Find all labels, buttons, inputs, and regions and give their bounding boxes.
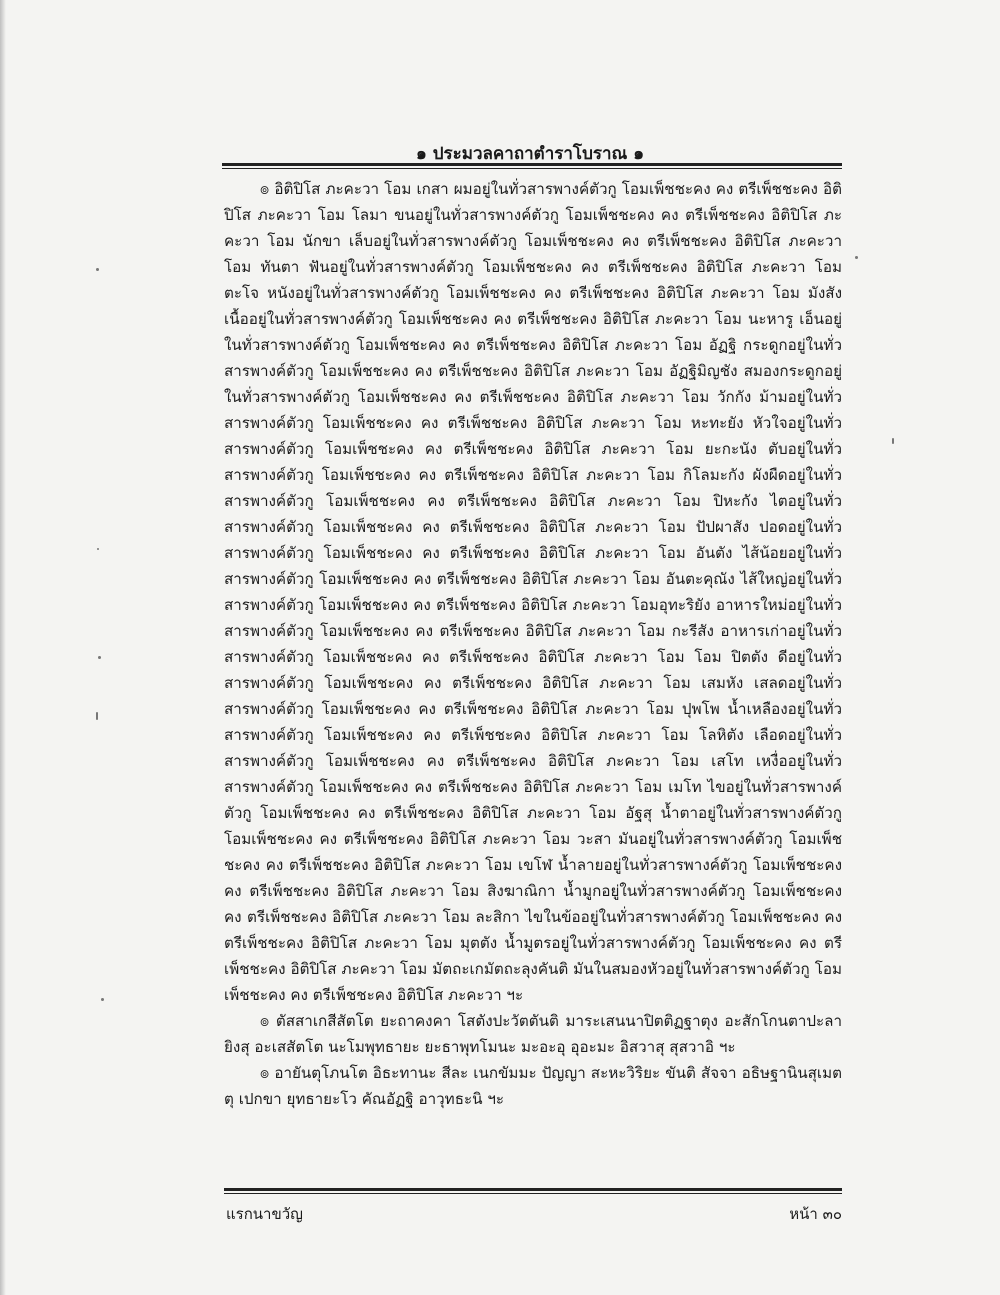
header-divider (222, 163, 842, 169)
page-header-title: ๑ ประมวลคาถาตำราโบราณ ๑ (415, 144, 645, 164)
scan-speck (101, 998, 104, 1001)
scan-speck (97, 548, 99, 550)
scan-speck (98, 656, 101, 659)
scan-speck (892, 438, 894, 444)
footer-divider (224, 1188, 842, 1194)
scan-speck (855, 256, 858, 259)
paragraph-2: ๏ ตัสสาเกสีสัตโต ยะถาคงคา โสตังปะวัตตันติ มาระเสนนาปิตติฏฐาตุง อะสักโกนตาปะลายิงสุ อะเสสัตโต นะโมพุทธายะ ยะธาพุทโมนะ มะอะอุ อุอะมะ อิสวาสุ สุสวาอิ ฯะ (224, 1012, 842, 1056)
footer-page-number: หน้า ๓๐ (789, 1205, 842, 1223)
paragraph-3: ๏ อายันตุโภนโต อิธะทานะ สีละ เนกขัมมะ ปัญญา สะหะวิริยะ ขันติ สัจจา อธิษฐานินสุเมตตุ เปกขา ยุทธายะโว คัณอัฏฐิ อาวุทธะนิ ฯะ (224, 1064, 842, 1108)
footer-book-title: แรกนาขวัญ (226, 1205, 303, 1223)
scan-speck (96, 268, 99, 271)
body-text (224, 176, 842, 1112)
scan-speck (96, 712, 98, 720)
page-edge-shadow (0, 0, 6, 1295)
paragraph-1: ๏ อิติปิโส ภะคะวา โอม เกสา ผมอยู่ในทั่วสารพางค์ตัวกู โอมเพ็ชชะคง คง ตรีเพ็ชชะคง อิติปิโส ภะคะวา โอม โลมา ขนอยู่ในทั่วสารพางค์ตัวกู โอมเพ็ชชะคง คง ตรีเพ็ชชะคง อิติปิโส ภะคะวา โอม นักขา เล็บอยู่ในทั่วสารพางค์ตัวกู โอมเพ็ชชะคง คง ตรีเพ็ชชะคง อิติปิโส ภะคะวา โอม ทันตา ฟันอยู่ในทั่วสารพางค์ตัวกู โอมเพ็ชชะคง คง ตรีเพ็ชชะคง อิติปิโส ภะคะวา โอม ตะโจ หนังอยู่ในทั่วสารพางค์ตัวกู โอมเพ็ชชะคง คง ตรีเพ็ชชะคง อิติปิโส ภะคะวา โอม มังสัง เนื้ออยู่ในทั่วสารพางค์ตัวกู โอมเพ็ชชะคง คง ตรีเพ็ชชะคง อิติปิโส ภะคะวา โอม นะหารู เอ็นอยู่ในทั่วสารพางค์ตัวกู โอมเพ็ชชะคง คง ตรีเพ็ชชะคง อิติปิโส ภะคะวา โอม อัฏฐิ กระดูกอยู่ในทั่วสารพางค์ตัวกู โอมเพ็ชชะคง คง ตรีเพ็ชชะคง อิติปิโส ภะคะวา โอม อัฏฐิมิญชัง สมองกระดูกอยู่ในทั่วสารพางค์ตัวกู โอมเพ็ชชะคง คง ตรีเพ็ชชะคง อิติปิโส ภะคะวา โอม วักกัง ม้ามอยู่ในทั่วสารพางค์ตัวกู โอมเพ็ชชะคง คง ตรีเพ็ชชะคง อิติปิโส ภะคะวา โอม หะทะยัง หัวใจอยู่ในทั่วสารพางค์ตัวกู โอมเพ็ชชะคง คง ตรีเพ็ชชะคง อิติปิโส ภะคะวา โอม ยะกะนัง ตับอยู่ในทั่วสารพางค์ตัวกู โอมเพ็ชชะคง คง ตรีเพ็ชชะคง อิติปิโส ภะคะวา โอม กิโลมะกัง ผังผืดอยู่ในทั่วสารพางค์ตัวกู โอมเพ็ชชะคง คง ตรีเพ็ชชะคง อิติปิโส ภะคะวา โอม ปิหะกัง ไตอยู่ในทั่วสารพางค์ตัวกู โอมเพ็ชชะคง คง ตรีเพ็ชชะคง อิติปิโส ภะคะวา โอม ปัปผาสัง ปอดอยู่ในทั่วสารพางค์ตัวกู โอมเพ็ชชะคง คง ตรีเพ็ชชะคง อิติปิโส ภะคะวา โอม อันตัง ไส้น้อยอยู่ในทั่วสารพางค์ตัวกู โอมเพ็ชชะคง คง ตรีเพ็ชชะคง อิติปิโส ภะคะวา โอม อันตะคุณัง ไส้ใหญ่อยู่ในทั่วสารพางค์ตัวกู โอมเพ็ชชะคง คง ตรีเพ็ชชะคง อิติปิโส ภะคะวา โอมอุทะริยัง อาหารใหม่อยู่ในทั่วสารพางค์ตัวกู โอมเพ็ชชะคง คง ตรีเพ็ชชะคง อิติปิโส ภะคะวา โอม กะรีสัง อาหารเก่าอยู่ในทั่วสารพางค์ตัวกู โอมเพ็ชชะคง คง ตรีเพ็ชชะคง อิติปิโส ภะคะวา โอม โอม ปิตตัง ดีอยู่ในทั่วสารพางค์ตัวกู โอมเพ็ชชะคง คง ตรีเพ็ชชะคง อิติปิโส ภะคะวา โอม เสมหัง เสลดอยู่ในทั่วสารพางค์ตัวกู โอมเพ็ชชะคง คง ตรีเพ็ชชะคง อิติปิโส ภะคะวา โอม ปุพโพ น้ำเหลืองอยู่ในทั่วสารพางค์ตัวกู โอมเพ็ชชะคง คง ตรีเพ็ชชะคง อิติปิโส ภะคะวา โอม โลหิตัง เลือดอยู่ในทั่วสารพางค์ตัวกู โอมเพ็ชชะคง คง ตรีเพ็ชชะคง อิติปิโส ภะคะวา โอม เสโท เหงื่ออยู่ในทั่วสารพางค์ตัวกู โอมเพ็ชชะคง คง ตรีเพ็ชชะคง อิติปิโส ภะคะวา โอม เมโท ไขอยู่ในทั่วสารพางค์ตัวกู โอมเพ็ชชะคง คง ตรีเพ็ชชะคง อิติปิโส ภะคะวา โอม อัฐสุ น้ำตาอยู่ในทั่วสารพางค์ตัวกู โอมเพ็ชชะคง คง ตรีเพ็ชชะคง อิติปิโส ภะคะวา โอม วะสา มันอยู่ในทั่วสารพางค์ตัวกู โอมเพ็ชชะคง คง ตรีเพ็ชชะคง อิติปิโส ภะคะวา โอม เขโฬ น้ำลายอยู่ในทั่วสารพางค์ตัวกู โอมเพ็ชชะคง คง ตรีเพ็ชชะคง อิติปิโส ภะคะวา โอม สิงฆาณิกา น้ำมูกอยู่ในทั่วสารพางค์ตัวกู โอมเพ็ชชะคง คง ตรีเพ็ชชะคง อิติปิโส ภะคะวา โอม ละสิกา ไขในข้ออยู่ในทั่วสารพางค์ตัวกู โอมเพ็ชชะคง คง ตรีเพ็ชชะคง อิติปิโส ภะคะวา โอม มุตตัง น้ำมูตรอยู่ในทั่วสารพางค์ตัวกู โอมเพ็ชชะคง คง ตรีเพ็ชชะคง อิติปิโส ภะคะวา โอม มัตถะเกมัตถะลุงคันติ มันในสมองหัวอยู่ในทั่วสารพางค์ตัวกู โอมเพ็ชชะคง คง ตรีเพ็ชชะคง อิติปิโส ภะคะวา ฯะ (224, 180, 842, 1004)
